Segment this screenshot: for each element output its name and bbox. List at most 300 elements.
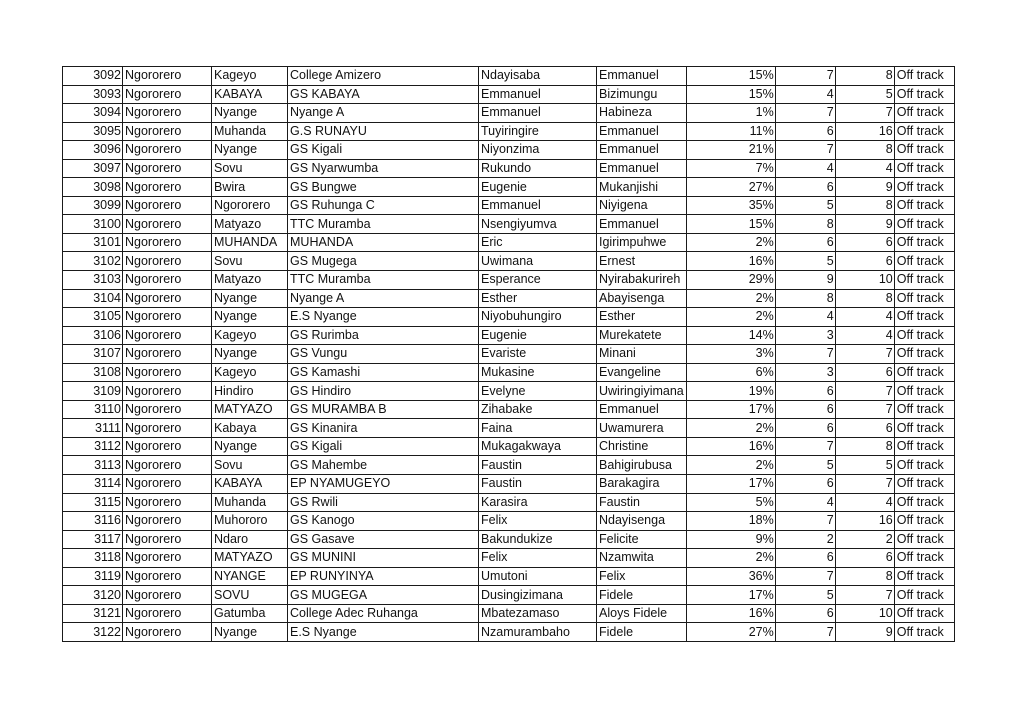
table-row	[63, 382, 955, 401]
cell-school: EP RUNYINYA	[288, 567, 479, 586]
cell-status: Off track	[894, 233, 954, 252]
cell-percentage: 17%	[686, 586, 775, 605]
cell-school: E.S Nyange	[288, 623, 479, 642]
table-row	[63, 122, 955, 141]
cell-last-name: Umutoni	[479, 567, 597, 586]
data-table	[62, 66, 955, 642]
cell-school: Nyange A	[288, 289, 479, 308]
cell-status: Off track	[894, 512, 954, 531]
cell-status: Off track	[894, 456, 954, 475]
cell-district: Ngororero	[123, 104, 212, 123]
cell-last-name: Nzamurambaho	[479, 623, 597, 642]
cell-percentage: 17%	[686, 400, 775, 419]
cell-last-name: Ndayisaba	[479, 67, 597, 86]
cell-sector: Muhanda	[212, 493, 288, 512]
cell-percentage: 17%	[686, 475, 775, 494]
cell-value-a: 4	[775, 85, 835, 104]
cell-row-id: 3104	[63, 289, 123, 308]
cell-first-name: Bizimungu	[597, 85, 687, 104]
cell-percentage: 7%	[686, 159, 775, 178]
cell-first-name: Habineza	[597, 104, 687, 123]
cell-last-name: Eugenie	[479, 178, 597, 197]
cell-sector: Matyazo	[212, 271, 288, 290]
cell-status: Off track	[894, 196, 954, 215]
cell-value-b: 4	[835, 326, 894, 345]
cell-value-b: 4	[835, 159, 894, 178]
cell-value-a: 5	[775, 196, 835, 215]
cell-row-id: 3101	[63, 233, 123, 252]
cell-sector: MATYAZO	[212, 400, 288, 419]
table-row	[63, 363, 955, 382]
cell-value-a: 4	[775, 493, 835, 512]
cell-status: Off track	[894, 567, 954, 586]
cell-value-a: 6	[775, 400, 835, 419]
cell-status: Off track	[894, 437, 954, 456]
cell-last-name: Emmanuel	[479, 196, 597, 215]
cell-status: Off track	[894, 67, 954, 86]
table-row	[63, 141, 955, 160]
cell-school: GS Vungu	[288, 345, 479, 364]
cell-school: MUHANDA	[288, 233, 479, 252]
cell-value-a: 7	[775, 345, 835, 364]
cell-value-a: 6	[775, 233, 835, 252]
cell-district: Ngororero	[123, 530, 212, 549]
cell-last-name: Uwimana	[479, 252, 597, 271]
cell-value-b: 6	[835, 419, 894, 438]
cell-row-id: 3111	[63, 419, 123, 438]
cell-row-id: 3098	[63, 178, 123, 197]
table-row	[63, 104, 955, 123]
cell-sector: Hindiro	[212, 382, 288, 401]
cell-value-b: 7	[835, 345, 894, 364]
cell-value-a: 3	[775, 363, 835, 382]
cell-percentage: 27%	[686, 623, 775, 642]
table-row	[63, 400, 955, 419]
cell-last-name: Mukagakwaya	[479, 437, 597, 456]
cell-sector: Nyange	[212, 623, 288, 642]
cell-percentage: 16%	[686, 604, 775, 623]
cell-last-name: Niyonzima	[479, 141, 597, 160]
cell-value-a: 8	[775, 215, 835, 234]
cell-school: GS Hindiro	[288, 382, 479, 401]
table-row	[63, 456, 955, 475]
cell-row-id: 3092	[63, 67, 123, 86]
cell-row-id: 3120	[63, 586, 123, 605]
cell-district: Ngororero	[123, 252, 212, 271]
cell-sector: Nyange	[212, 437, 288, 456]
cell-school: GS Nyarwumba	[288, 159, 479, 178]
cell-last-name: Esperance	[479, 271, 597, 290]
table-row	[63, 419, 955, 438]
table-row	[63, 623, 955, 642]
cell-percentage: 21%	[686, 141, 775, 160]
cell-value-b: 5	[835, 85, 894, 104]
cell-sector: MUHANDA	[212, 233, 288, 252]
cell-value-a: 6	[775, 604, 835, 623]
cell-status: Off track	[894, 604, 954, 623]
cell-sector: Ndaro	[212, 530, 288, 549]
cell-value-a: 7	[775, 141, 835, 160]
cell-percentage: 11%	[686, 122, 775, 141]
cell-row-id: 3119	[63, 567, 123, 586]
cell-first-name: Emmanuel	[597, 215, 687, 234]
cell-last-name: Zihabake	[479, 400, 597, 419]
cell-status: Off track	[894, 141, 954, 160]
cell-percentage: 2%	[686, 549, 775, 568]
cell-value-b: 2	[835, 530, 894, 549]
cell-sector: Nyange	[212, 289, 288, 308]
cell-district: Ngororero	[123, 586, 212, 605]
cell-first-name: Igirimpuhwe	[597, 233, 687, 252]
cell-district: Ngororero	[123, 271, 212, 290]
table-row	[63, 493, 955, 512]
cell-last-name: Felix	[479, 549, 597, 568]
cell-district: Ngororero	[123, 567, 212, 586]
cell-first-name: Fidele	[597, 586, 687, 605]
cell-first-name: Murekatete	[597, 326, 687, 345]
cell-value-a: 4	[775, 159, 835, 178]
cell-value-b: 16	[835, 122, 894, 141]
cell-sector: Matyazo	[212, 215, 288, 234]
cell-percentage: 9%	[686, 530, 775, 549]
cell-percentage: 3%	[686, 345, 775, 364]
cell-school: GS Gasave	[288, 530, 479, 549]
cell-first-name: Felix	[597, 567, 687, 586]
cell-district: Ngororero	[123, 141, 212, 160]
cell-percentage: 6%	[686, 363, 775, 382]
cell-percentage: 2%	[686, 233, 775, 252]
cell-school: TTC Muramba	[288, 271, 479, 290]
cell-school: E.S Nyange	[288, 308, 479, 327]
cell-row-id: 3105	[63, 308, 123, 327]
cell-row-id: 3097	[63, 159, 123, 178]
cell-value-a: 7	[775, 512, 835, 531]
cell-first-name: Mukanjishi	[597, 178, 687, 197]
cell-row-id: 3112	[63, 437, 123, 456]
cell-sector: KABAYA	[212, 85, 288, 104]
cell-status: Off track	[894, 85, 954, 104]
cell-district: Ngororero	[123, 363, 212, 382]
cell-sector: Muhororo	[212, 512, 288, 531]
cell-last-name: Faina	[479, 419, 597, 438]
cell-percentage: 36%	[686, 567, 775, 586]
cell-row-id: 3121	[63, 604, 123, 623]
cell-percentage: 16%	[686, 437, 775, 456]
cell-percentage: 14%	[686, 326, 775, 345]
cell-percentage: 2%	[686, 289, 775, 308]
cell-value-b: 9	[835, 623, 894, 642]
cell-first-name: Nzamwita	[597, 549, 687, 568]
cell-status: Off track	[894, 493, 954, 512]
cell-value-b: 9	[835, 178, 894, 197]
cell-school: GS MUNINI	[288, 549, 479, 568]
cell-percentage: 18%	[686, 512, 775, 531]
cell-percentage: 2%	[686, 456, 775, 475]
cell-first-name: Nyirabakurireh	[597, 271, 687, 290]
cell-percentage: 2%	[686, 308, 775, 327]
cell-value-b: 8	[835, 437, 894, 456]
cell-last-name: Emmanuel	[479, 104, 597, 123]
cell-row-id: 3116	[63, 512, 123, 531]
cell-percentage: 2%	[686, 419, 775, 438]
cell-value-b: 6	[835, 363, 894, 382]
cell-sector: Nyange	[212, 345, 288, 364]
cell-value-b: 16	[835, 512, 894, 531]
cell-status: Off track	[894, 178, 954, 197]
cell-value-a: 6	[775, 475, 835, 494]
cell-status: Off track	[894, 363, 954, 382]
cell-percentage: 29%	[686, 271, 775, 290]
cell-district: Ngororero	[123, 289, 212, 308]
cell-percentage: 16%	[686, 252, 775, 271]
table-row	[63, 271, 955, 290]
cell-school: Nyange A	[288, 104, 479, 123]
cell-last-name: Evariste	[479, 345, 597, 364]
cell-status: Off track	[894, 549, 954, 568]
table-row	[63, 437, 955, 456]
cell-value-a: 2	[775, 530, 835, 549]
cell-row-id: 3114	[63, 475, 123, 494]
cell-row-id: 3113	[63, 456, 123, 475]
cell-district: Ngororero	[123, 623, 212, 642]
cell-sector: Nyange	[212, 308, 288, 327]
table-row	[63, 475, 955, 494]
cell-value-a: 7	[775, 567, 835, 586]
cell-value-b: 8	[835, 67, 894, 86]
cell-value-a: 7	[775, 67, 835, 86]
cell-district: Ngororero	[123, 382, 212, 401]
cell-value-b: 4	[835, 493, 894, 512]
cell-school: G.S RUNAYU	[288, 122, 479, 141]
cell-district: Ngororero	[123, 233, 212, 252]
cell-last-name: Esther	[479, 289, 597, 308]
cell-last-name: Mbatezamaso	[479, 604, 597, 623]
cell-sector: Kabaya	[212, 419, 288, 438]
cell-value-b: 8	[835, 567, 894, 586]
cell-row-id: 3096	[63, 141, 123, 160]
cell-value-b: 4	[835, 308, 894, 327]
cell-last-name: Evelyne	[479, 382, 597, 401]
cell-first-name: Uwiringiyimana	[597, 382, 687, 401]
cell-value-a: 6	[775, 382, 835, 401]
cell-value-b: 6	[835, 233, 894, 252]
cell-first-name: Minani	[597, 345, 687, 364]
cell-value-a: 5	[775, 252, 835, 271]
cell-value-b: 10	[835, 604, 894, 623]
cell-school: GS Mahembe	[288, 456, 479, 475]
cell-percentage: 15%	[686, 215, 775, 234]
cell-value-a: 4	[775, 308, 835, 327]
cell-percentage: 27%	[686, 178, 775, 197]
cell-status: Off track	[894, 382, 954, 401]
cell-sector: Nyange	[212, 141, 288, 160]
cell-sector: Muhanda	[212, 122, 288, 141]
cell-first-name: Emmanuel	[597, 159, 687, 178]
cell-status: Off track	[894, 419, 954, 438]
cell-status: Off track	[894, 252, 954, 271]
cell-row-id: 3093	[63, 85, 123, 104]
cell-row-id: 3102	[63, 252, 123, 271]
cell-last-name: Dusingizimana	[479, 586, 597, 605]
cell-last-name: Faustin	[479, 456, 597, 475]
cell-first-name: Niyigena	[597, 196, 687, 215]
cell-school: EP NYAMUGEYO	[288, 475, 479, 494]
cell-last-name: Niyobuhungiro	[479, 308, 597, 327]
table-row	[63, 604, 955, 623]
table-row	[63, 215, 955, 234]
cell-first-name: Ernest	[597, 252, 687, 271]
cell-first-name: Faustin	[597, 493, 687, 512]
cell-status: Off track	[894, 122, 954, 141]
cell-status: Off track	[894, 530, 954, 549]
cell-school: GS Kigali	[288, 437, 479, 456]
cell-first-name: Emmanuel	[597, 141, 687, 160]
cell-sector: Nyange	[212, 104, 288, 123]
cell-school: GS Kanogo	[288, 512, 479, 531]
cell-school: GS Ruhunga C	[288, 196, 479, 215]
cell-last-name: Rukundo	[479, 159, 597, 178]
cell-value-a: 6	[775, 419, 835, 438]
table-row	[63, 345, 955, 364]
cell-row-id: 3094	[63, 104, 123, 123]
cell-first-name: Fidele	[597, 623, 687, 642]
cell-first-name: Barakagira	[597, 475, 687, 494]
cell-first-name: Bahigirubusa	[597, 456, 687, 475]
cell-value-b: 6	[835, 252, 894, 271]
table-row	[63, 159, 955, 178]
cell-last-name: Mukasine	[479, 363, 597, 382]
cell-status: Off track	[894, 345, 954, 364]
cell-school: GS MUGEGA	[288, 586, 479, 605]
cell-first-name: Emmanuel	[597, 400, 687, 419]
cell-sector: Bwira	[212, 178, 288, 197]
cell-district: Ngororero	[123, 345, 212, 364]
cell-status: Off track	[894, 104, 954, 123]
cell-first-name: Emmanuel	[597, 122, 687, 141]
cell-sector: Ngororero	[212, 196, 288, 215]
cell-district: Ngororero	[123, 456, 212, 475]
cell-last-name: Tuyiringire	[479, 122, 597, 141]
cell-school: GS Bungwe	[288, 178, 479, 197]
cell-school: College Amizero	[288, 67, 479, 86]
table-row	[63, 530, 955, 549]
cell-district: Ngororero	[123, 178, 212, 197]
cell-row-id: 3115	[63, 493, 123, 512]
cell-district: Ngororero	[123, 308, 212, 327]
cell-sector: Kageyo	[212, 363, 288, 382]
cell-percentage: 35%	[686, 196, 775, 215]
cell-school: GS Mugega	[288, 252, 479, 271]
cell-last-name: Karasira	[479, 493, 597, 512]
table-row	[63, 308, 955, 327]
cell-value-b: 6	[835, 549, 894, 568]
cell-value-a: 7	[775, 623, 835, 642]
cell-status: Off track	[894, 326, 954, 345]
cell-last-name: Felix	[479, 512, 597, 531]
cell-district: Ngororero	[123, 549, 212, 568]
table-row	[63, 196, 955, 215]
cell-row-id: 3106	[63, 326, 123, 345]
cell-district: Ngororero	[123, 437, 212, 456]
cell-percentage: 19%	[686, 382, 775, 401]
cell-sector: KABAYA	[212, 475, 288, 494]
cell-district: Ngororero	[123, 493, 212, 512]
cell-row-id: 3103	[63, 271, 123, 290]
cell-row-id: 3118	[63, 549, 123, 568]
cell-percentage: 15%	[686, 85, 775, 104]
cell-status: Off track	[894, 308, 954, 327]
table-row	[63, 233, 955, 252]
cell-value-b: 10	[835, 271, 894, 290]
cell-percentage: 15%	[686, 67, 775, 86]
cell-value-b: 7	[835, 382, 894, 401]
cell-value-b: 8	[835, 196, 894, 215]
cell-row-id: 3109	[63, 382, 123, 401]
cell-district: Ngororero	[123, 512, 212, 531]
cell-district: Ngororero	[123, 400, 212, 419]
cell-row-id: 3099	[63, 196, 123, 215]
cell-school: GS Kinanira	[288, 419, 479, 438]
cell-district: Ngororero	[123, 475, 212, 494]
cell-value-a: 9	[775, 271, 835, 290]
cell-school: GS Kigali	[288, 141, 479, 160]
cell-percentage: 5%	[686, 493, 775, 512]
cell-sector: Kageyo	[212, 67, 288, 86]
cell-sector: Gatumba	[212, 604, 288, 623]
cell-school: College Adec Ruhanga	[288, 604, 479, 623]
table-row	[63, 178, 955, 197]
cell-status: Off track	[894, 215, 954, 234]
cell-value-a: 7	[775, 437, 835, 456]
cell-district: Ngororero	[123, 122, 212, 141]
table-row	[63, 567, 955, 586]
cell-status: Off track	[894, 400, 954, 419]
cell-status: Off track	[894, 289, 954, 308]
cell-row-id: 3122	[63, 623, 123, 642]
cell-row-id: 3100	[63, 215, 123, 234]
cell-status: Off track	[894, 586, 954, 605]
table-row	[63, 549, 955, 568]
table-row	[63, 326, 955, 345]
table-row	[63, 586, 955, 605]
cell-school: TTC Muramba	[288, 215, 479, 234]
cell-row-id: 3095	[63, 122, 123, 141]
cell-value-b: 7	[835, 104, 894, 123]
cell-value-a: 8	[775, 289, 835, 308]
cell-value-a: 5	[775, 586, 835, 605]
cell-sector: SOVU	[212, 586, 288, 605]
cell-sector: Kageyo	[212, 326, 288, 345]
cell-last-name: Faustin	[479, 475, 597, 494]
table-row	[63, 85, 955, 104]
cell-value-a: 6	[775, 178, 835, 197]
cell-last-name: Nsengiyumva	[479, 215, 597, 234]
cell-last-name: Eric	[479, 233, 597, 252]
cell-row-id: 3117	[63, 530, 123, 549]
cell-value-a: 5	[775, 456, 835, 475]
cell-value-b: 7	[835, 400, 894, 419]
cell-value-b: 5	[835, 456, 894, 475]
cell-last-name: Emmanuel	[479, 85, 597, 104]
cell-percentage: 1%	[686, 104, 775, 123]
cell-sector: Sovu	[212, 159, 288, 178]
cell-first-name: Abayisenga	[597, 289, 687, 308]
cell-first-name: Emmanuel	[597, 67, 687, 86]
cell-value-b: 8	[835, 141, 894, 160]
table-row	[63, 67, 955, 86]
cell-status: Off track	[894, 623, 954, 642]
cell-value-a: 3	[775, 326, 835, 345]
